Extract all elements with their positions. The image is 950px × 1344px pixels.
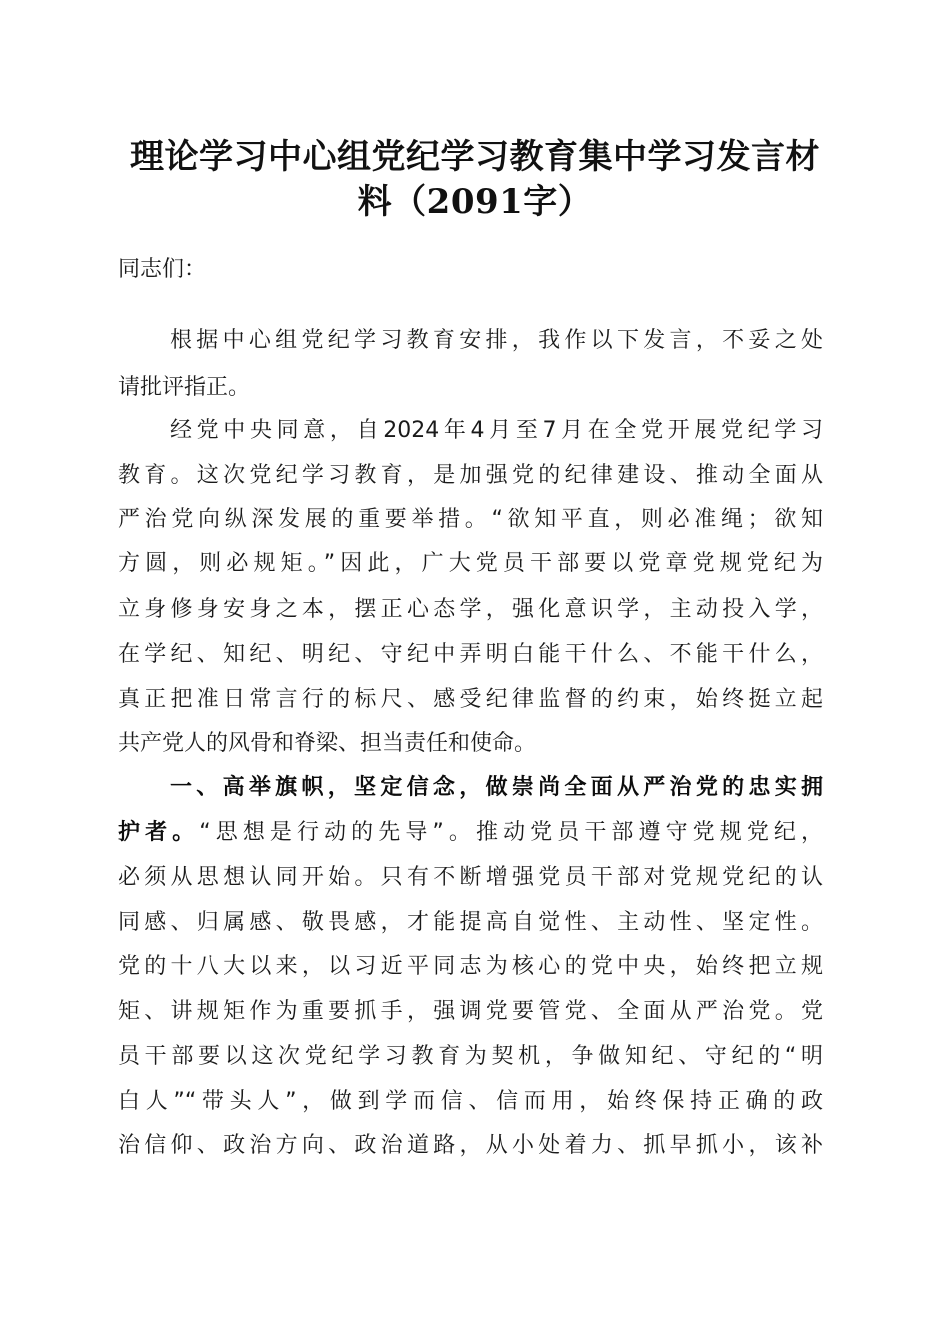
section-heading-1: 一、高举旗帜，坚定信念，做崇尚全面从严治党的忠实拥 xyxy=(170,775,823,800)
paragraph-2-line-2: 教育。这次党纪学习教育，是加强党的纪律建设、推动全面从 xyxy=(118,463,823,488)
section-heading-1-end: 护者。 xyxy=(118,820,200,845)
paragraph-2-line-5: 立身修身安身之本，摆正心态学，强化意识学，主动投入学， xyxy=(118,597,823,622)
paragraph-1-line-1: 根据中心组党纪学习教育安排，我作以下发言，不妥之处 xyxy=(170,328,823,353)
document-title-line-1: 理论学习中心组党纪学习教育集中学习发言材 xyxy=(130,137,820,177)
paragraph-2-line-8: 共产党人的风骨和脊梁、担当责任和使命。 xyxy=(118,731,537,756)
paragraph-2-line-3: 严治党向纵深发展的重要举措。“欲知平直，则必准绳；欲知 xyxy=(118,507,823,532)
paragraph-1-line-2: 请批评指正。 xyxy=(118,375,251,400)
paragraph-3-line-5: 矩、讲规矩作为重要抓手，强调党要管党、全面从严治党。党 xyxy=(118,999,823,1024)
paragraph-3-line-8: 治信仰、政治方向、政治道路，从小处着力、抓早抓小，该补 xyxy=(118,1133,823,1158)
paragraph-3-line-6: 员干部要以这次党纪学习教育为契机，争做知纪、守纪的“明 xyxy=(118,1044,823,1069)
paragraph-2-line-7: 真正把准日常言行的标尺、感受纪律监督的约束，始终挺立起 xyxy=(118,687,823,712)
paragraph-3-line-1 xyxy=(118,818,823,848)
paragraph-2-line-1: 经党中央同意，自2024年4月至7月在全党开展党纪学习 xyxy=(170,418,823,443)
document-title-line-2: 料（2091字） xyxy=(357,182,593,222)
paragraph-3-line-2: 必须从思想认同开始。只有不断增强党员干部对党规党纪的认 xyxy=(118,865,823,890)
paragraph-3-line-4: 党的十八大以来，以习近平同志为核心的党中央，始终把立规 xyxy=(118,954,823,979)
paragraph-2-line-6: 在学纪、知纪、明纪、守纪中弄明白能干什么、不能干什么， xyxy=(118,642,823,667)
paragraph-3-line-3: 同感、归属感、敬畏感，才能提高自觉性、主动性、坚定性。 xyxy=(118,910,823,935)
paragraph-2-line-4: 方圆，则必规矩。”因此，广大党员干部要以党章党规党纪为 xyxy=(118,551,823,576)
paragraph-3-line-1-text: “思想是行动的先导”。推动党员干部遵守党规党纪， xyxy=(199,820,823,845)
paragraph-3-line-7: 白人”“带头人”，做到学而信、信而用，始终保持正确的政 xyxy=(118,1089,823,1114)
salutation: 同志们： xyxy=(118,257,207,282)
